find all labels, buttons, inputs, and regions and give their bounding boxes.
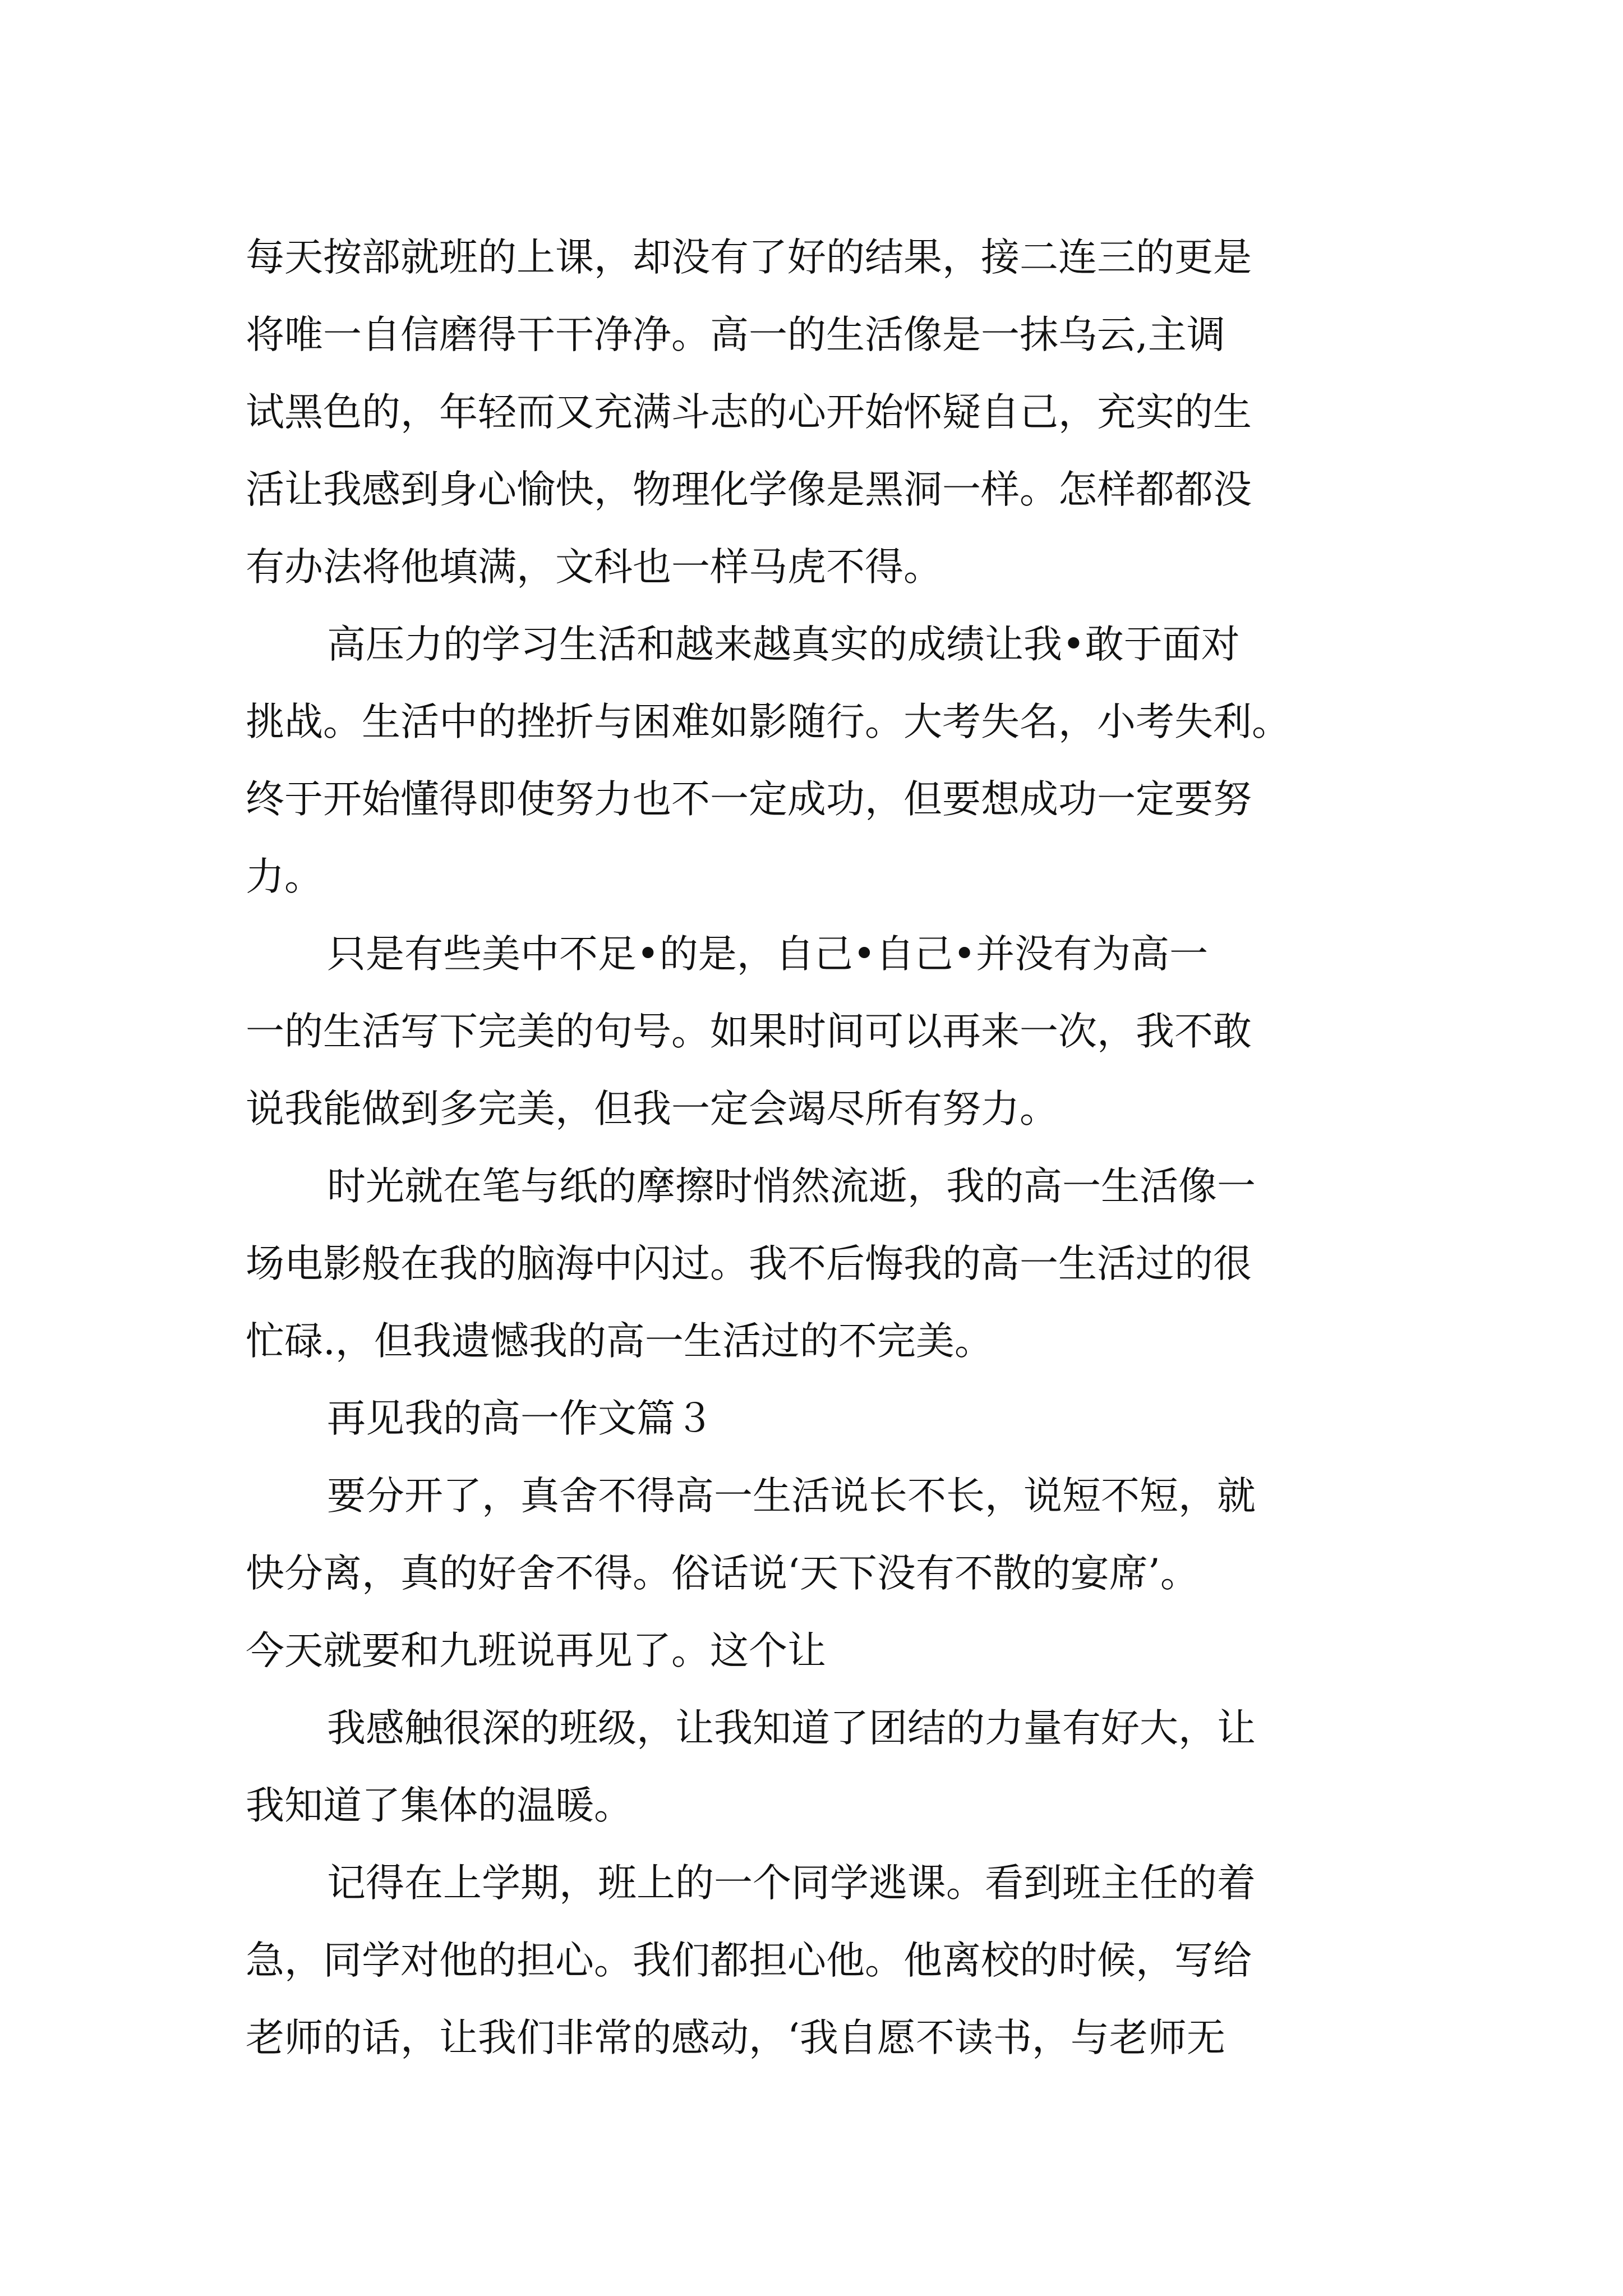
text-line: 终于开始懂得即使努力也不一定成功，但要想成功一定要努 <box>246 777 1252 822</box>
text-line: 活让我感到身心愉快，物理化学像是黑洞一样。怎样都都没 <box>246 467 1252 512</box>
paragraph-start-line: 我感触很深的班级，让我知道了团结的力量有好大，让 <box>327 1706 1256 1751</box>
text-line: 快分离，真的好舍不得。俗话说‘天下没有不散的宴席’。 <box>246 1551 1199 1596</box>
text-line: 忙碌.，但我遗憾我的高一生活过的不完美。 <box>246 1319 993 1364</box>
paragraph-start-line: 只是有些美中不足•的是，自己•自己•并没有为高一 <box>327 932 1209 977</box>
text-line: 有办法将他填满，文科也一样马虎不得。 <box>246 545 942 590</box>
text-line: 将唯一自信磨得干干净净。高一的生活像是一抹乌云,主调 <box>246 312 1225 357</box>
paragraph-start-line: 高压力的学习生活和越来越真实的成绩让我•敢于面对 <box>327 622 1240 667</box>
text-line: 一的生活写下完美的句号。如果时间可以再来一次，我不敢 <box>246 1009 1252 1054</box>
text-line: 今天就要和九班说再见了。这个让 <box>246 1628 826 1673</box>
text-line: 老师的话，让我们非常的感动，‘我自愿不读书，与老师无 <box>246 2016 1225 2060</box>
paragraph-start-line: 时光就在笔与纸的摩擦时悄然流逝，我的高一生活像一 <box>327 1164 1256 1209</box>
text-line: 每天按部就班的上课，却没有了好的结果，接二连三的更是 <box>246 235 1252 280</box>
section-heading: 再见我的高一作文篇３ <box>327 1396 714 1441</box>
text-line: 挑战。生活中的挫折与困难如影随行。大考失名，小考失利。 <box>246 700 1290 744</box>
text-line: 说我能做到多完美，但我一定会竭尽所有努力。 <box>246 1087 1058 1131</box>
text-line: 试黑色的，年轻而又充满斗志的心开始怀疑自己，充实的生 <box>246 390 1252 435</box>
paragraph-start-line: 要分开了，真舍不得高一生活说长不长，说短不短，就 <box>327 1474 1256 1519</box>
paragraph-start-line: 记得在上学期，班上的一个同学逃课。看到班主任的着 <box>327 1861 1256 1906</box>
text-line: 急，同学对他的担心。我们都担心他。他离校的时候，写给 <box>246 1938 1252 1983</box>
text-line: 我知道了集体的温暖。 <box>246 1783 633 1828</box>
text-line: 力。 <box>246 854 323 899</box>
essay-body <box>246 219 1390 2077</box>
text-line: 场电影般在我的脑海中闪过。我不后悔我的高一生活过的很 <box>246 1241 1252 1286</box>
